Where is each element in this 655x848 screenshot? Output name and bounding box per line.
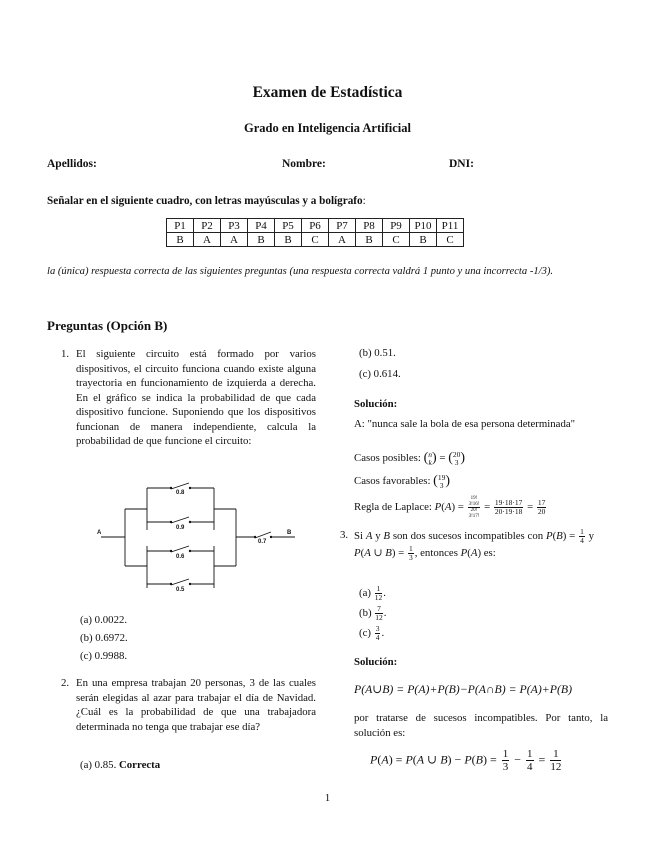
- device-prob-3: 0.6: [176, 554, 185, 560]
- answer-cell: B: [356, 233, 383, 247]
- q2-option-c: (c) 0.614.: [359, 368, 401, 380]
- casos-favorables-label: Casos favorables:: [354, 475, 431, 487]
- q3-text: Si A y B son dos sucesos incompatibles con P(B) = $\frac{1}{4}$ y P(A ∪ B) = $\frac{1}{3}$ , entonces P(A) es:: [354, 527, 595, 562]
- casos-favorables: Casos favorables: (19 3 ): [354, 473, 451, 490]
- q3-equation-1: P(A∪B) = P(A)+P(B)−P(A∩B) = P(A)+P(B): [354, 682, 573, 696]
- q2-solution-label: Solución:: [354, 398, 398, 410]
- instruction-colon: :: [362, 195, 366, 207]
- table-header: P8: [356, 219, 383, 233]
- device-prob-5: 0.7: [258, 539, 267, 545]
- q3-option-a: (a) $\frac{1}{12}$ .: [359, 584, 386, 602]
- circuit-diagram: [95, 480, 305, 600]
- q1-option-b: (b) 0.6972.: [80, 632, 128, 644]
- q3-option-b-label: (b): [359, 606, 372, 619]
- table-header: P6: [302, 219, 329, 233]
- laplace-label: Regla de Laplace:: [354, 500, 432, 513]
- q3-solution-label: Solución:: [354, 656, 398, 668]
- answer-cell: B: [410, 233, 437, 247]
- table-header: P3: [221, 219, 248, 233]
- answer-cell: B: [275, 233, 302, 247]
- answer-cell: C: [302, 233, 329, 247]
- device-prob-4: 0.5: [176, 587, 185, 593]
- answer-table-row: [167, 233, 464, 247]
- q2-option-a-text: (a) 0.85.: [80, 759, 117, 771]
- instruction: [47, 195, 366, 207]
- device-prob-2: 0.9: [176, 525, 185, 531]
- casos-posibles: Casos posibles: (n k) = (20 3 ): [354, 450, 466, 467]
- table-header: P5: [275, 219, 302, 233]
- table-header: P11: [437, 219, 464, 233]
- laplace-rule: Regla de Laplace: P(A) = 19! 3!16! 20! 3!17! = $\frac{19\cdot 18\cdot 17}{20\cdot 19\cdot 18}$ = $\frac{17}{20}$: [354, 496, 546, 519]
- q3-number: 3.: [340, 529, 349, 541]
- q3-option-a-label: (a): [359, 586, 371, 599]
- table-header: P9: [383, 219, 410, 233]
- circuit-label-a: A: [97, 530, 102, 536]
- dni-label: DNI:: [449, 158, 474, 170]
- table-header: P7: [329, 219, 356, 233]
- table-header: P1: [167, 219, 194, 233]
- q1-number: 1.: [61, 348, 70, 360]
- q3-solution-text: por tratarse de sucesos incompatibles. Por tanto, la solución es:: [354, 712, 608, 739]
- answer-cell: A: [194, 233, 221, 247]
- circuit-label-b: B: [287, 530, 292, 536]
- q3-option-c-label: (c): [359, 626, 371, 639]
- table-header: P2: [194, 219, 221, 233]
- q2-text: En una empresa trabajan 20 personas, 3 de las cuales serán elegidas al azar para trabajar el día de Navidad. ¿Cuál es la probabilidad de que una trabajadora determinada no tenga que trabajar ese día?: [76, 677, 316, 733]
- q2-option-b: (b) 0.51.: [359, 347, 396, 359]
- q2-number: 2.: [61, 677, 70, 689]
- q3-equation-2: P(A) = P(A ∪ B) − P(B) = $\frac{1}{3}$ − $\frac{1}{4}$ = $\frac{1}{12}$: [370, 748, 562, 773]
- q3-option-b: (b) $\frac{7}{12}$ .: [359, 604, 387, 622]
- exam-title: Examen de Estadística: [252, 84, 403, 101]
- nombre-label: Nombre:: [282, 158, 326, 170]
- answer-cell: B: [167, 233, 194, 247]
- q1-option-a: (a) 0.0022.: [80, 614, 128, 626]
- exam-subtitle: Grado en Inteligencia Artificial: [244, 121, 411, 135]
- instruction-note: la (única) respuesta correcta de las siguientes preguntas (una respuesta correcta valdrá 1 punto y una incorrecta -1/3).: [47, 266, 554, 277]
- device-prob-1: 0.8: [176, 490, 185, 496]
- answer-cell: B: [248, 233, 275, 247]
- answer-cell: C: [383, 233, 410, 247]
- table-header: P4: [248, 219, 275, 233]
- answer-cell: A: [329, 233, 356, 247]
- instruction-text: Señalar en el siguiente cuadro, con letras mayúsculas y a bolígrafo: [47, 195, 363, 207]
- q3-option-c: (c) $\frac{3}{4}$ .: [359, 624, 385, 642]
- q2-option-a: [80, 759, 160, 771]
- page-number: 1: [324, 792, 331, 804]
- q1-option-c: (c) 0.9988.: [80, 650, 128, 662]
- q1-text: El siguiente circuito está formado por varios dispositivos, el circuito funciona cuando existe alguna trayectoria en funcionamiento de izquierda a derecha. En el gráfico se indica la probabilidad de que cada dispositivo funcione. Suponiendo que los dispositivos funcionan de manera independiente, calcula la probabilidad de que funcione el circuito:: [76, 348, 316, 447]
- table-header: P10: [410, 219, 437, 233]
- apellidos-label: Apellidos:: [47, 158, 97, 170]
- q2-solution-text: A: "nunca sale la bola de esa persona determinada": [354, 418, 576, 430]
- answer-table-header-row: [167, 219, 464, 233]
- answer-cell: C: [437, 233, 464, 247]
- correct-label: Correcta: [118, 759, 161, 771]
- answer-table: [166, 218, 464, 247]
- answer-cell: A: [221, 233, 248, 247]
- questions-heading: Preguntas (Opción B): [47, 318, 168, 333]
- casos-posibles-label: Casos posibles:: [354, 452, 421, 464]
